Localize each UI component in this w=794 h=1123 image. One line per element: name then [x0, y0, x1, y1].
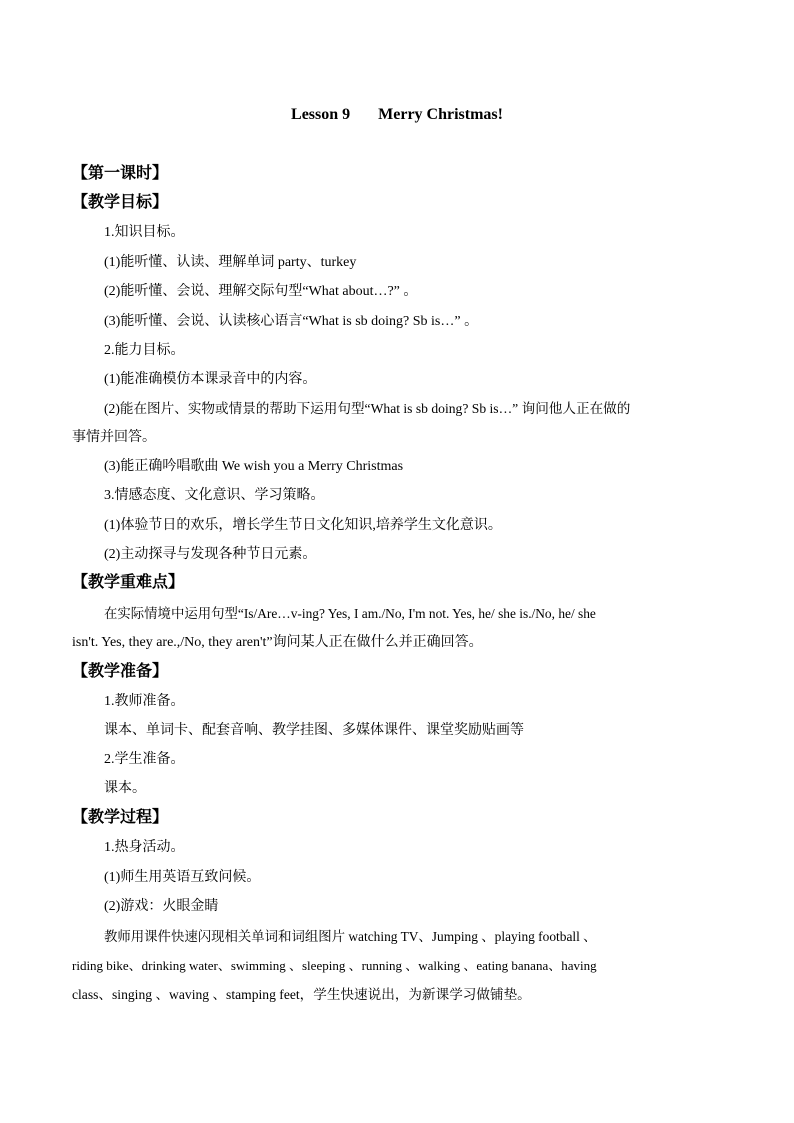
key-points-line1: 在实际情境中运用句型“Is/Are…v-ing? Yes, I am./No, I'm not. Yes, he/ she is./No, he/ she [104, 606, 596, 621]
emotion-objective: 3.情感态度、文化意识、学习策略。 [104, 488, 325, 503]
lesson-name: Merry Christmas! [378, 106, 503, 123]
warmup-step: 1.热身活动。 [104, 840, 185, 855]
knowledge-item-1: (1)能听懂、认读、理解单词 party、turkey [104, 255, 357, 270]
ability-item-1: (1)能准确模仿本课录音中的内容。 [104, 372, 317, 387]
teacher-preparation: 1.教师准备。 [104, 694, 185, 709]
student-preparation-items: 课本。 [104, 781, 146, 796]
ability-objective: 2.能力目标。 [104, 343, 185, 358]
emotion-item-2: (2)主动探寻与发现各种节日元素。 [104, 547, 317, 562]
knowledge-objective: 1.知识目标。 [104, 225, 185, 240]
process-heading: 【教学过程】 [72, 807, 169, 826]
process-item-3-line2: riding bike、drinking water、swimming 、sleeping 、running 、walking 、eating banana、having [72, 958, 597, 973]
preparation-heading: 【教学准备】 [72, 661, 169, 680]
ability-item-2-line1: (2)能在图片、实物或情景的帮助下运用句型“What is sb doing? Sb is…” 询问他人正在做的 [104, 401, 631, 416]
lesson-number: Lesson 9 [291, 106, 351, 123]
student-preparation: 2.学生准备。 [104, 752, 185, 767]
knowledge-item-3: (3)能听懂、会说、认读核心语言“What is sb doing? Sb is…” 。 [104, 314, 479, 329]
knowledge-item-2: (2)能听懂、会说、理解交际句型“What about…?” 。 [104, 284, 418, 299]
period-heading: 【第一课时】 [72, 163, 169, 182]
ability-item-3: (3)能正确吟唱歌曲 We wish you a Merry Christmas [104, 459, 404, 474]
emotion-item-1: (1)体验节日的欢乐，增长学生节日文化知识,培养学生文化意识。 [104, 518, 502, 533]
objectives-heading: 【教学目标】 [72, 192, 169, 211]
document-title [0, 104, 794, 126]
process-item-3-line1: 教师用课件快速闪现相关单词和词组图片 watching TV、Jumping 、playing football 、 [104, 929, 597, 944]
ability-item-2-line2: 事情并回答。 [72, 430, 156, 445]
key-points-line2: isn't. Yes, they are.,/No, they aren't”询问某人正在做什么并正确回答。 [72, 635, 483, 650]
process-item-1: (1)师生用英语互致问候。 [104, 870, 261, 885]
key-points-heading: 【教学重难点】 [72, 572, 185, 591]
teacher-preparation-items: 课本、单词卡、配套音响、教学挂图、多媒体课件、课堂奖励贴画等 [104, 723, 524, 738]
process-item-2: (2)游戏：火眼金睛 [104, 899, 219, 914]
process-item-3-line3: class、singing 、waving 、stamping feet，学生快速说出，为新课学习做铺垫。 [72, 987, 531, 1002]
